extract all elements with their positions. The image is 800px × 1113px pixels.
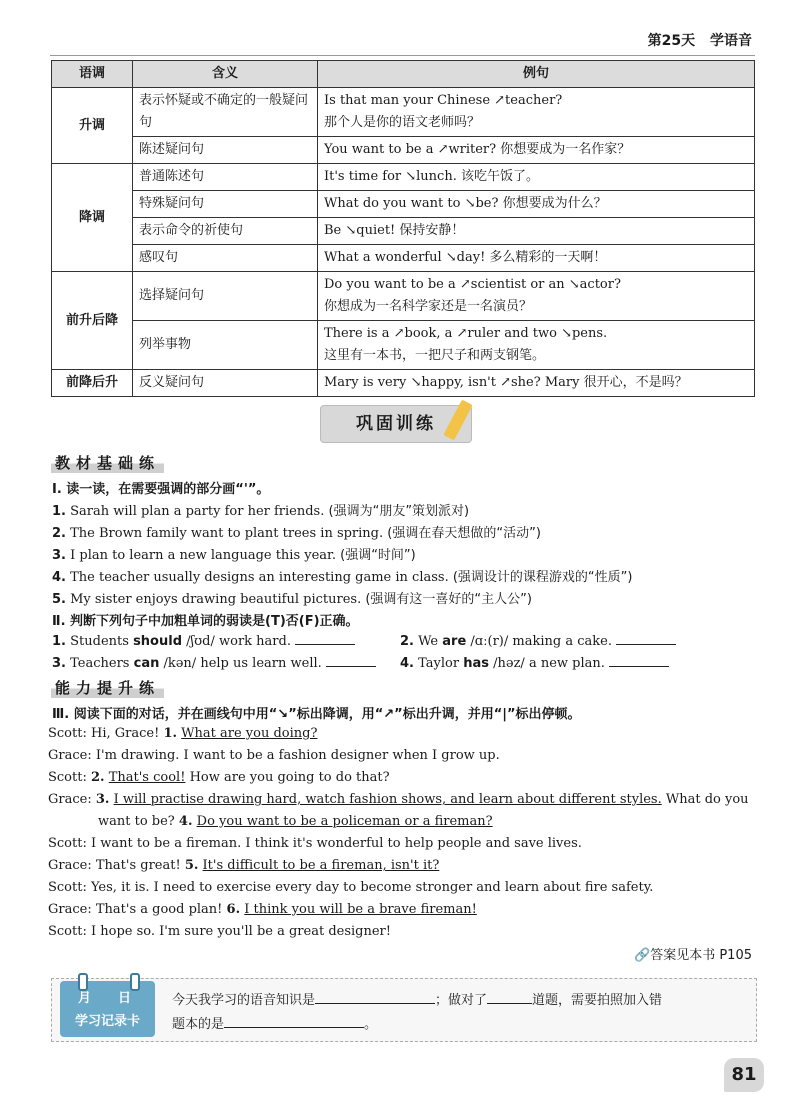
meaning-cell: 特殊疑问句 bbox=[133, 191, 318, 218]
dialogue-line: Scott: Yes, it is. I need to exercise every day to become stronger and learn about fire safety. bbox=[48, 880, 654, 895]
meaning-cell: 选择疑问句 bbox=[133, 272, 318, 321]
day-label: 第25天 bbox=[647, 33, 696, 49]
table-row bbox=[52, 272, 755, 321]
page-header bbox=[638, 30, 752, 50]
table-row bbox=[52, 164, 755, 191]
intonation-type: 升调 bbox=[52, 88, 133, 164]
mistake-blank[interactable] bbox=[224, 1015, 364, 1028]
binder-ring-icon bbox=[78, 973, 88, 991]
example-cell: What a wonderful ↘day! 多么精彩的一天啊！ bbox=[318, 245, 755, 272]
dialogue-line: Scott: I hope so. I'm sure you'll be a great designer! bbox=[48, 924, 391, 939]
list-item: 3. I plan to learn a new language this year. (强调“时间”) bbox=[52, 548, 416, 563]
header-meaning: 含义 bbox=[133, 61, 318, 88]
list-item: 4. Taylor has /həz/ a new plan. bbox=[400, 654, 669, 671]
meaning-cell: 陈述疑问句 bbox=[133, 137, 318, 164]
part1-instruction: Ⅰ. 读一读，在需要强调的部分画“'”。 bbox=[52, 482, 270, 497]
list-item: 3. Teachers can /kən/ help us learn well. bbox=[52, 654, 376, 671]
part2-instruction: Ⅱ. 判断下列句子中加粗单词的弱读是(T)否(F)正确。 bbox=[52, 614, 359, 629]
table-row bbox=[52, 88, 755, 137]
table-row bbox=[52, 218, 755, 245]
intonation-type: 前降后升 bbox=[52, 370, 133, 397]
dialogue-line: Grace: That's a good plan! 6. I think you will be a brave fireman! bbox=[48, 902, 477, 917]
example-cell: Be ↘quiet! 保持安静！ bbox=[318, 218, 755, 245]
binder-ring-icon bbox=[130, 973, 140, 991]
answer-blank[interactable] bbox=[326, 654, 376, 667]
answer-blank[interactable] bbox=[609, 654, 669, 667]
meaning-cell: 表示命令的祈使句 bbox=[133, 218, 318, 245]
section-title-advanced: 能力提升练 bbox=[51, 677, 164, 698]
intonation-type: 降调 bbox=[52, 164, 133, 272]
table-row bbox=[52, 321, 755, 370]
dialogue-line: Scott: 2. That's cool! How are you going to do that? bbox=[48, 770, 390, 785]
knowledge-blank[interactable] bbox=[315, 991, 435, 1004]
list-item: 1. Students should /ʃʊd/ work hard. bbox=[52, 632, 355, 649]
dialogue-line: Grace: That's great! 5. It's difficult to be a fireman, isn't it? bbox=[48, 858, 440, 873]
meaning-cell: 反义疑问句 bbox=[133, 370, 318, 397]
study-record bbox=[51, 978, 757, 1042]
example-cell: It's time for ↘lunch. 该吃午饭了。 bbox=[318, 164, 755, 191]
dialogue-line: Grace: 3. I will practise drawing hard, watch fashion shows, and learn about different styles. What do you bbox=[48, 792, 749, 807]
section-title-basic: 教材基础练 bbox=[51, 452, 164, 473]
example-cell: Mary is very ↘happy, isn't ↗she? Mary 很开心，不是吗？ bbox=[318, 370, 755, 397]
example-cell: There is a ↗book, a ↗ruler and two ↘pens. 这里有一本书，一把尺子和两支钢笔。 bbox=[318, 321, 755, 370]
part3-instruction: Ⅲ. 阅读下面的对话，并在画线句中用“↘”标出降调，用“↗”标出升调，并用“|”标出停顿。 bbox=[52, 707, 581, 722]
meaning-cell: 表示怀疑或不确定的一般疑问句 bbox=[133, 88, 318, 137]
link-icon: 🔗 bbox=[634, 948, 651, 963]
answer-reference: 🔗答案见本书 P105 bbox=[634, 948, 752, 963]
header-example: 例句 bbox=[318, 61, 755, 88]
example-cell: Is that man your Chinese ↗teacher? 那个人是你的语文老师吗？ bbox=[318, 88, 755, 137]
example-cell: Do you want to be a ↗scientist or an ↘actor? 你想成为一名科学家还是一名演员？ bbox=[318, 272, 755, 321]
page-number: 81 bbox=[724, 1058, 764, 1092]
count-blank[interactable] bbox=[487, 991, 532, 1004]
list-item: 5. My sister enjoys drawing beautiful pictures. (强调有这一喜好的“主人公”) bbox=[52, 592, 532, 607]
header-divider bbox=[50, 55, 755, 56]
table-row bbox=[52, 245, 755, 272]
dialogue-line: want to be? 4. Do you want to be a policeman or a fireman? bbox=[98, 814, 493, 829]
table-row bbox=[52, 137, 755, 164]
table-row bbox=[52, 191, 755, 218]
list-item: 1. Sarah will plan a party for her friends. (强调为“朋友”策划派对) bbox=[52, 504, 470, 519]
list-item: 2. We are /ɑː(r)/ making a cake. bbox=[400, 632, 676, 649]
record-card: 月 日 学习记录卡 bbox=[60, 981, 155, 1037]
meaning-cell: 感叹句 bbox=[133, 245, 318, 272]
topic-label: 学语音 bbox=[710, 33, 752, 49]
answer-blank[interactable] bbox=[295, 632, 355, 645]
table-header-row bbox=[52, 61, 755, 88]
dialogue-line: Scott: Hi, Grace! 1. What are you doing? bbox=[48, 726, 318, 741]
record-text: 今天我学习的语音知识是 ；做对了 道题，需要拍照加入错 题本的是 。 bbox=[172, 993, 663, 1032]
table-row bbox=[52, 370, 755, 397]
consolidation-banner: 巩固训练 bbox=[320, 405, 472, 443]
list-item: 2. The Brown family want to plant trees in spring. (强调在春天想做的“活动”) bbox=[52, 526, 541, 541]
list-item: 4. The teacher usually designs an interesting game in class. (强调设计的课程游戏的“性质”) bbox=[52, 570, 633, 585]
intonation-type: 前升后降 bbox=[52, 272, 133, 370]
dialogue-line: Grace: I'm drawing. I want to be a fashion designer when I grow up. bbox=[48, 748, 500, 763]
example-cell: You want to be a ↗writer? 你想要成为一名作家？ bbox=[318, 137, 755, 164]
intonation-table bbox=[51, 60, 755, 397]
answer-blank[interactable] bbox=[616, 632, 676, 645]
dialogue-line: Scott: I want to be a fireman. I think it's wonderful to help people and save lives. bbox=[48, 836, 582, 851]
meaning-cell: 列举事物 bbox=[133, 321, 318, 370]
header-intonation: 语调 bbox=[52, 61, 133, 88]
example-cell: What do you want to ↘be? 你想要成为什么？ bbox=[318, 191, 755, 218]
meaning-cell: 普通陈述句 bbox=[133, 164, 318, 191]
